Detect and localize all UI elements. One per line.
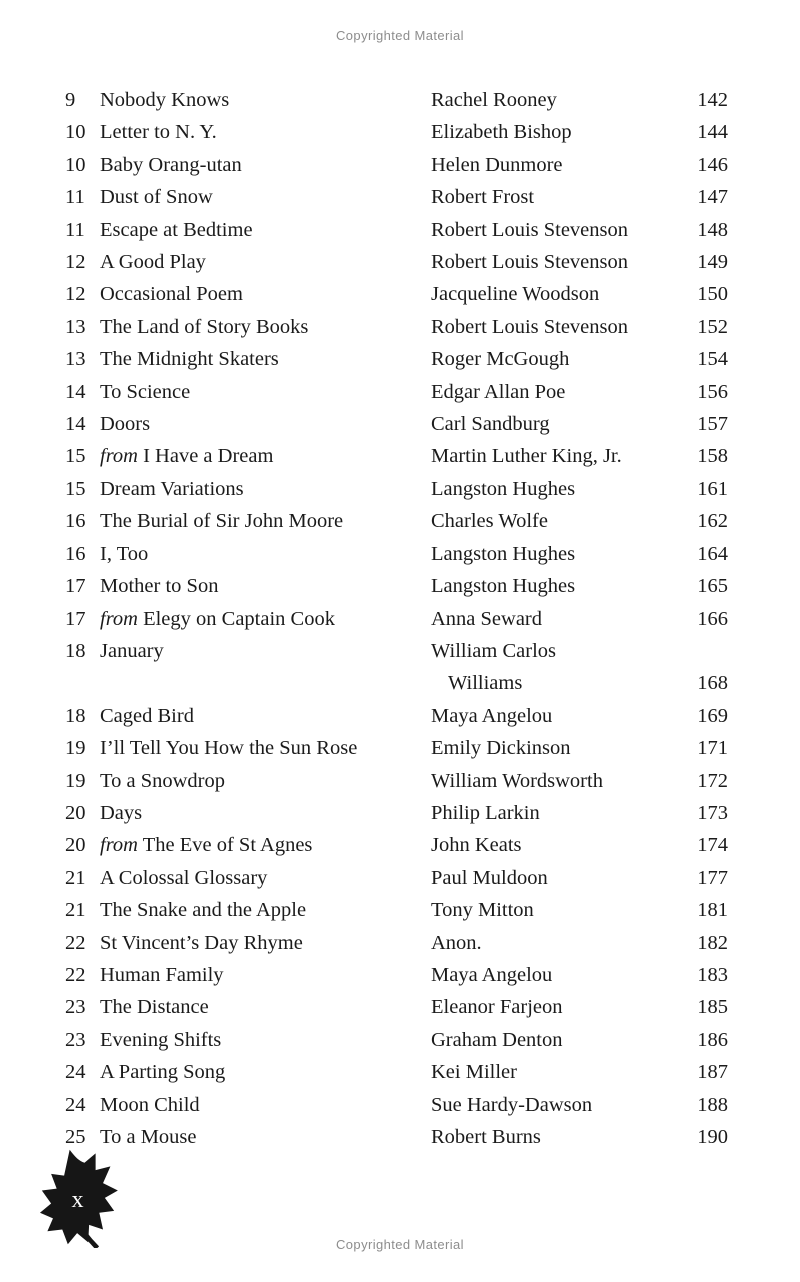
toc-poem-title [100,765,431,797]
toc-day-number: 14 [65,380,86,403]
toc-row [65,959,728,991]
toc-day-number: 15 [65,445,86,468]
toc-title-text: The Land of Story Books [100,315,309,338]
toc-day-number: 19 [65,769,86,792]
toc-author: Maya Angelou [431,704,553,727]
toc-author: Kei Miller [431,1061,517,1084]
toc-poem-title [100,797,431,829]
toc-row [65,1056,728,1088]
toc-title-text: A Colossal Glossary [100,866,268,889]
toc-author: Eleanor Farjeon [431,996,563,1019]
toc-title-text: To a Snowdrop [100,769,225,792]
toc-page-number: 152 [697,315,728,338]
toc-author: Philip Larkin [431,801,540,824]
toc-day-number: 21 [65,866,86,889]
toc-poem-title [100,927,431,959]
toc-day-number: 10 [65,153,86,176]
toc-poem-title [100,894,431,926]
toc-day-number: 22 [65,963,86,986]
toc-title-text: Letter to N. Y. [100,121,217,144]
toc-page-number: 146 [697,153,728,176]
toc-row [65,829,728,861]
toc-title-text: To Science [100,380,191,403]
toc-poem-title [100,408,431,440]
folio-page-number: x [71,1187,84,1214]
toc-row [65,278,728,310]
toc-page-number: 183 [697,963,728,986]
toc-page-number: 177 [697,866,728,889]
toc-author: Paul Muldoon [431,866,548,889]
toc-row [65,570,728,602]
toc-page-number: 173 [697,801,728,824]
toc-page-number: 164 [697,542,728,565]
toc-row [65,1089,728,1121]
toc-day-number: 17 [65,607,86,630]
toc-day-number: 25 [65,1126,86,1148]
toc-poem-title [100,1089,431,1121]
toc-title-text: The Snake and the Apple [100,899,307,922]
toc-title-text: St Vincent’s Day Rhyme [100,931,303,954]
toc-page-number: 186 [697,1028,728,1051]
toc-day-number: 19 [65,737,86,760]
toc-poem-title [100,732,431,764]
toc-poem-title [100,991,431,1023]
toc-poem-title [100,635,431,700]
toc-title-text: I, Too [100,542,149,565]
toc-author: Robert Louis Stevenson [431,251,629,274]
toc-list [65,84,728,1153]
toc-poem-title [100,603,431,635]
toc-title-text: A Good Play [100,251,206,274]
toc-day-number: 15 [65,477,86,500]
toc-row [65,538,728,570]
toc-title-text: I Have a Dream [143,445,274,468]
toc-row [65,635,728,700]
toc-page-number: 168 [697,672,728,695]
toc-poem-title [100,570,431,602]
toc-poem-title [100,440,431,472]
leaf-icon [36,1146,120,1248]
toc-title-prefix: from [100,607,138,630]
toc-title-text: Days [100,801,143,824]
toc-page-number: 190 [697,1126,728,1148]
toc-poem-title [100,343,431,375]
toc-title-text: Human Family [100,963,224,986]
toc-author: Edgar Allan Poe [431,380,566,403]
toc-day-number: 12 [65,283,86,306]
toc-author [431,635,681,700]
toc-author: Rachel Rooney [431,89,557,111]
toc-title-prefix: from [100,445,138,468]
toc-title-text: The Distance [100,996,209,1019]
toc-poem-title [100,149,431,181]
toc-row [65,894,728,926]
toc-row [65,84,728,116]
toc-page-number: 150 [697,283,728,306]
toc-page-number: 154 [697,348,728,371]
toc-author: Maya Angelou [431,963,553,986]
toc-poem-title [100,505,431,537]
toc-day-number: 18 [65,704,86,727]
toc-page-number: 161 [697,477,728,500]
toc-author: Elizabeth Bishop [431,121,572,144]
toc-title-text: Elegy on Captain Cook [143,607,335,630]
toc-poem-title [100,116,431,148]
toc-day-number: 10 [65,121,86,144]
toc-title-text: The Eve of St Agnes [142,834,313,857]
toc-poem-title [100,278,431,310]
toc-author: Jacqueline Woodson [431,283,600,306]
toc-page-number: 142 [697,89,728,111]
toc-row [65,732,728,764]
toc-title-text: Mother to Son [100,575,219,598]
toc-author: Langston Hughes [431,575,576,598]
toc-row [65,214,728,246]
toc-day-number: 13 [65,348,86,371]
toc-page-number: 172 [697,769,728,792]
toc-title-text: The Midnight Skaters [100,348,279,371]
toc-page-number: 144 [697,121,728,144]
toc-day-number: 20 [65,801,86,824]
toc-author: Langston Hughes [431,542,576,565]
toc-day-number: 20 [65,834,86,857]
toc-poem-title [100,246,431,278]
toc-poem-title [100,700,431,732]
toc-page-number: 148 [697,218,728,241]
toc-row [65,991,728,1023]
toc-author: John Keats [431,834,522,857]
toc-row [65,927,728,959]
toc-title-text: Escape at Bedtime [100,218,253,241]
toc-author: Helen Dunmore [431,153,563,176]
toc-day-number: 12 [65,251,86,274]
toc-day-number: 17 [65,575,86,598]
toc-row [65,246,728,278]
toc-page-number: 188 [697,1093,728,1116]
toc-title-text: The Burial of Sir John Moore [100,510,344,533]
toc-author: Robert Louis Stevenson [431,218,629,241]
toc-author: Anna Seward [431,607,543,630]
toc-title-text: Dust of Snow [100,186,213,209]
toc-row [65,1024,728,1056]
toc-day-number: 14 [65,413,86,436]
toc-page-number: 181 [697,899,728,922]
toc-poem-title [100,538,431,570]
toc-day-number: 22 [65,931,86,954]
toc-day-number: 23 [65,1028,86,1051]
toc-author-line: Williams [448,672,523,695]
toc-row [65,343,728,375]
toc-row [65,1121,728,1153]
toc-author: Martin Luther King, Jr. [431,445,622,468]
toc-author: Langston Hughes [431,477,576,500]
toc-page-number: 182 [697,931,728,954]
toc-row [65,116,728,148]
toc-author: Tony Mitton [431,899,534,922]
toc-day-number: 18 [65,639,86,662]
toc-day-number: 24 [65,1093,86,1116]
toc-title-text: To a Mouse [100,1126,197,1148]
toc-title-text: Baby Orang-utan [100,153,242,176]
toc-author: Robert Burns [431,1126,541,1148]
toc-author-line: William Carlos [431,639,557,662]
toc-title-text: Moon Child [100,1093,200,1116]
toc-title-text: Dream Variations [100,477,244,500]
toc-title-text: A Parting Song [100,1061,226,1084]
toc-row [65,181,728,213]
copyright-notice-top: Copyrighted Material [336,28,464,43]
toc-poem-title [100,829,431,861]
toc-poem-title [100,311,431,343]
toc-row [65,440,728,472]
toc-row [65,765,728,797]
toc-row [65,473,728,505]
toc-title-text: Occasional Poem [100,283,243,306]
toc-author: William Wordsworth [431,769,603,792]
toc-author: Charles Wolfe [431,510,548,533]
toc-page-number: 158 [697,445,728,468]
toc-author: Graham Denton [431,1028,563,1051]
toc-page-number: 165 [697,575,728,598]
toc-poem-title [100,473,431,505]
toc-day-number: 13 [65,315,86,338]
toc-poem-title [100,1121,431,1153]
toc-page-number: 174 [697,834,728,857]
toc-poem-title [100,84,431,116]
toc-page-number: 169 [697,704,728,727]
toc-page-number: 185 [697,996,728,1019]
toc-row [65,862,728,894]
toc-author: Robert Louis Stevenson [431,315,629,338]
toc-poem-title [100,1056,431,1088]
toc-row [65,505,728,537]
toc-author: Carl Sandburg [431,413,550,436]
toc-page-number: 171 [697,737,728,760]
toc-page-number: 149 [697,251,728,274]
toc-author: Sue Hardy-Dawson [431,1093,593,1116]
toc-title-text: January [100,639,164,662]
toc-title-text: Caged Bird [100,704,194,727]
toc-day-number: 9 [65,89,76,111]
toc-row [65,603,728,635]
toc-author: Robert Frost [431,186,535,209]
toc-row [65,376,728,408]
toc-title-text: Evening Shifts [100,1028,222,1051]
toc-day-number: 11 [65,218,85,241]
toc-day-number: 23 [65,996,86,1019]
toc-day-number: 16 [65,510,86,533]
toc-author: Anon. [431,931,482,954]
toc-day-number: 16 [65,542,86,565]
toc-row [65,408,728,440]
toc-page-number: 147 [697,186,728,209]
toc-poem-title [100,1024,431,1056]
toc-row [65,700,728,732]
toc-page-number: 166 [697,607,728,630]
toc-row [65,311,728,343]
toc-title-prefix: from [100,834,138,857]
toc-poem-title [100,214,431,246]
toc-poem-title [100,181,431,213]
toc-author: Emily Dickinson [431,737,571,760]
toc-row [65,797,728,829]
toc-page-number: 187 [697,1061,728,1084]
toc-page-number: 157 [697,413,728,436]
toc-author: Roger McGough [431,348,570,371]
toc-title-text: Doors [100,413,151,436]
toc-title-text: Nobody Knows [100,89,230,111]
toc-poem-title [100,862,431,894]
toc-day-number: 21 [65,899,86,922]
copyright-notice-bottom: Copyrighted Material [336,1237,464,1252]
toc-day-number: 11 [65,186,85,209]
toc-title-text: I’ll Tell You How the Sun Rose [100,737,358,760]
toc-page-number: 156 [697,380,728,403]
toc-day-number: 24 [65,1061,86,1084]
toc-page-number: 162 [697,510,728,533]
toc-poem-title [100,376,431,408]
toc-row [65,149,728,181]
toc-poem-title [100,959,431,991]
